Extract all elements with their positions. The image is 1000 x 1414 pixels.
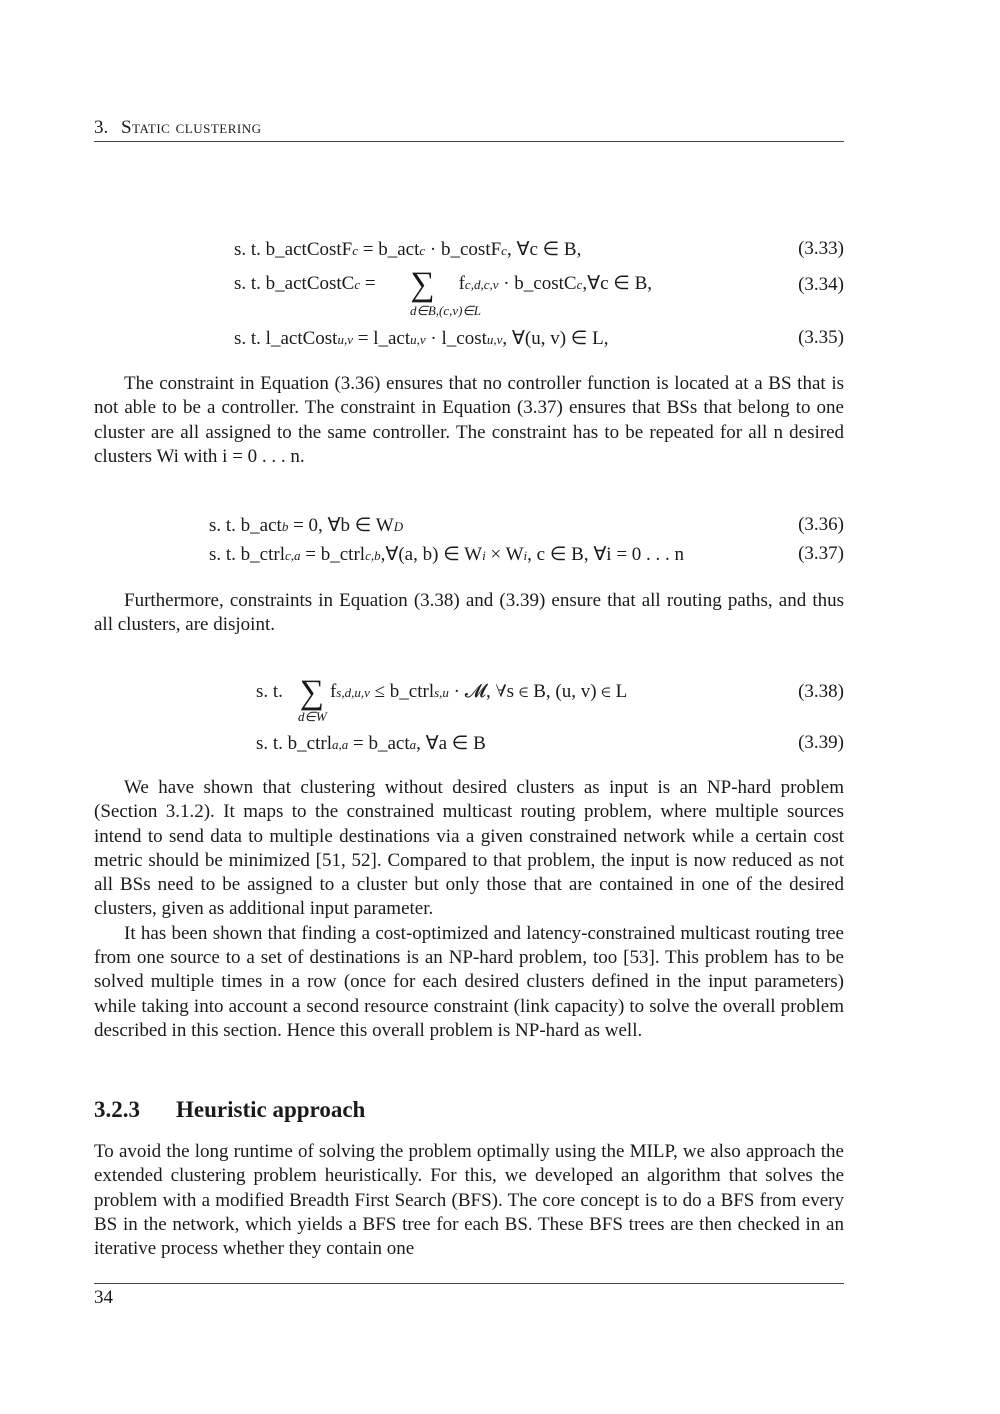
page-number: 34	[94, 1287, 113, 1308]
equation-3-35: s. t. l_actCostu,v = l_actu,v · l_costu,v, ∀(u, v) ∈ L,	[234, 328, 609, 349]
equation-3-39: s. t. b_ctrla,a = b_acta, ∀a ∈ B	[256, 733, 486, 754]
footer-rule	[94, 1283, 844, 1284]
paragraph-4: It has been shown that finding a cost-optimized and latency-constrained multicast routing tree from one source to a set of destinations is an NP-hard problem, too [53]. This problem has to be solved multiple times in a row (once for each desired clusters defined in the input parameters) while taking into account a second resource constraint (link capacity) to solve the overall problem described in this section. Hence this overall problem is NP-hard as well.	[94, 922, 844, 1041]
section-number: 3.2.3	[94, 1097, 140, 1122]
equation-3-33: s. t. b_actCostFc = b_actc · b_costFc, ∀c ∈ B,	[234, 239, 582, 260]
sum-symbol: ∑	[410, 266, 435, 303]
equation-3-34: s. t. b_actCostCc = ∑ fc,d,c,v · b_costCc,∀c ∈ B,	[234, 266, 653, 303]
running-header	[94, 117, 844, 139]
equation-3-36: s. t. b_actb = 0, ∀b ∈ WD	[209, 515, 404, 536]
equation-number: (3.35)	[798, 327, 844, 348]
sum-symbol: ∑	[299, 674, 324, 711]
section-title: Heuristic approach	[176, 1097, 366, 1122]
equation-3-38: s. t. ∑ fs,d,u,v ≤ b_ctrls,u · 𝓜, ∀s ∈ B, (u, v) ∈ L	[256, 674, 628, 711]
sum-subscript: d∈W	[298, 709, 327, 724]
equation-number: (3.38)	[798, 681, 844, 702]
section-heading	[94, 1097, 365, 1123]
sum-subscript: d∈B,(c,v)∈L	[410, 303, 482, 318]
header-rule	[94, 141, 844, 142]
paragraph-1: The constraint in Equation (3.36) ensures that no controller function is located at a BS that is not able to be a controller. The constraint in Equation (3.37) ensures that BSs that belong to one cluster are all assigned to the same controller. The constraint has to be repeated for all n desired clusters Wi with i = 0 . . . n.	[94, 373, 844, 467]
equation-number: (3.39)	[798, 732, 844, 753]
equation-number: (3.37)	[798, 543, 844, 564]
chapter-title: Static clustering	[121, 117, 262, 138]
equation-number: (3.36)	[798, 514, 844, 535]
paragraph-5: To avoid the long runtime of solving the problem optimally using the MILP, we also approach the extended clustering problem heuristically. For this, we developed an algorithm that solves the problem with a modified Breadth First Search (BFS). The core concept is to do a BFS from every BS in the network, which yields a BFS tree for each BS. These BFS trees are then checked in an iterative process whether they contain one	[94, 1141, 844, 1260]
paragraph-3: We have shown that clustering without desired clusters as input is an NP-hard problem (Section 3.1.2). It maps to the constrained multicast routing problem, where multiple sources intend to send data to multiple destinations via a given constrained network while a certain cost metric should be minimized [51, 52]. Compared to that problem, the input is now reduced as not all BSs need to be assigned to a cluster but only those that are contained in one of the desired clusters, given as additional input parameter. It has been shown that finding a cost-optimized and latency-constrained multicast routing tree from one source to a set of destinations is an NP-hard problem, too [53]. This problem has to be solved multiple times in a row (once for each desired clusters defined in the input parameters) while taking into account a second resource constraint (link capacity) to solve the overall problem described in this section. Hence this overall problem is NP-hard as well.	[94, 776, 844, 1043]
equation-3-37: s. t. b_ctrlc,a = b_ctrlc,b,∀(a, b) ∈ Wi × Wi, c ∈ B, ∀i = 0 . . . n	[209, 544, 685, 565]
paragraph-2: Furthermore, constraints in Equation (3.38) and (3.39) ensure that all routing paths, and thus all clusters, are disjoint.	[94, 590, 844, 636]
chapter-number: 3.	[94, 117, 109, 138]
equation-number: (3.33)	[798, 238, 844, 259]
equation-number: (3.34)	[798, 274, 844, 295]
